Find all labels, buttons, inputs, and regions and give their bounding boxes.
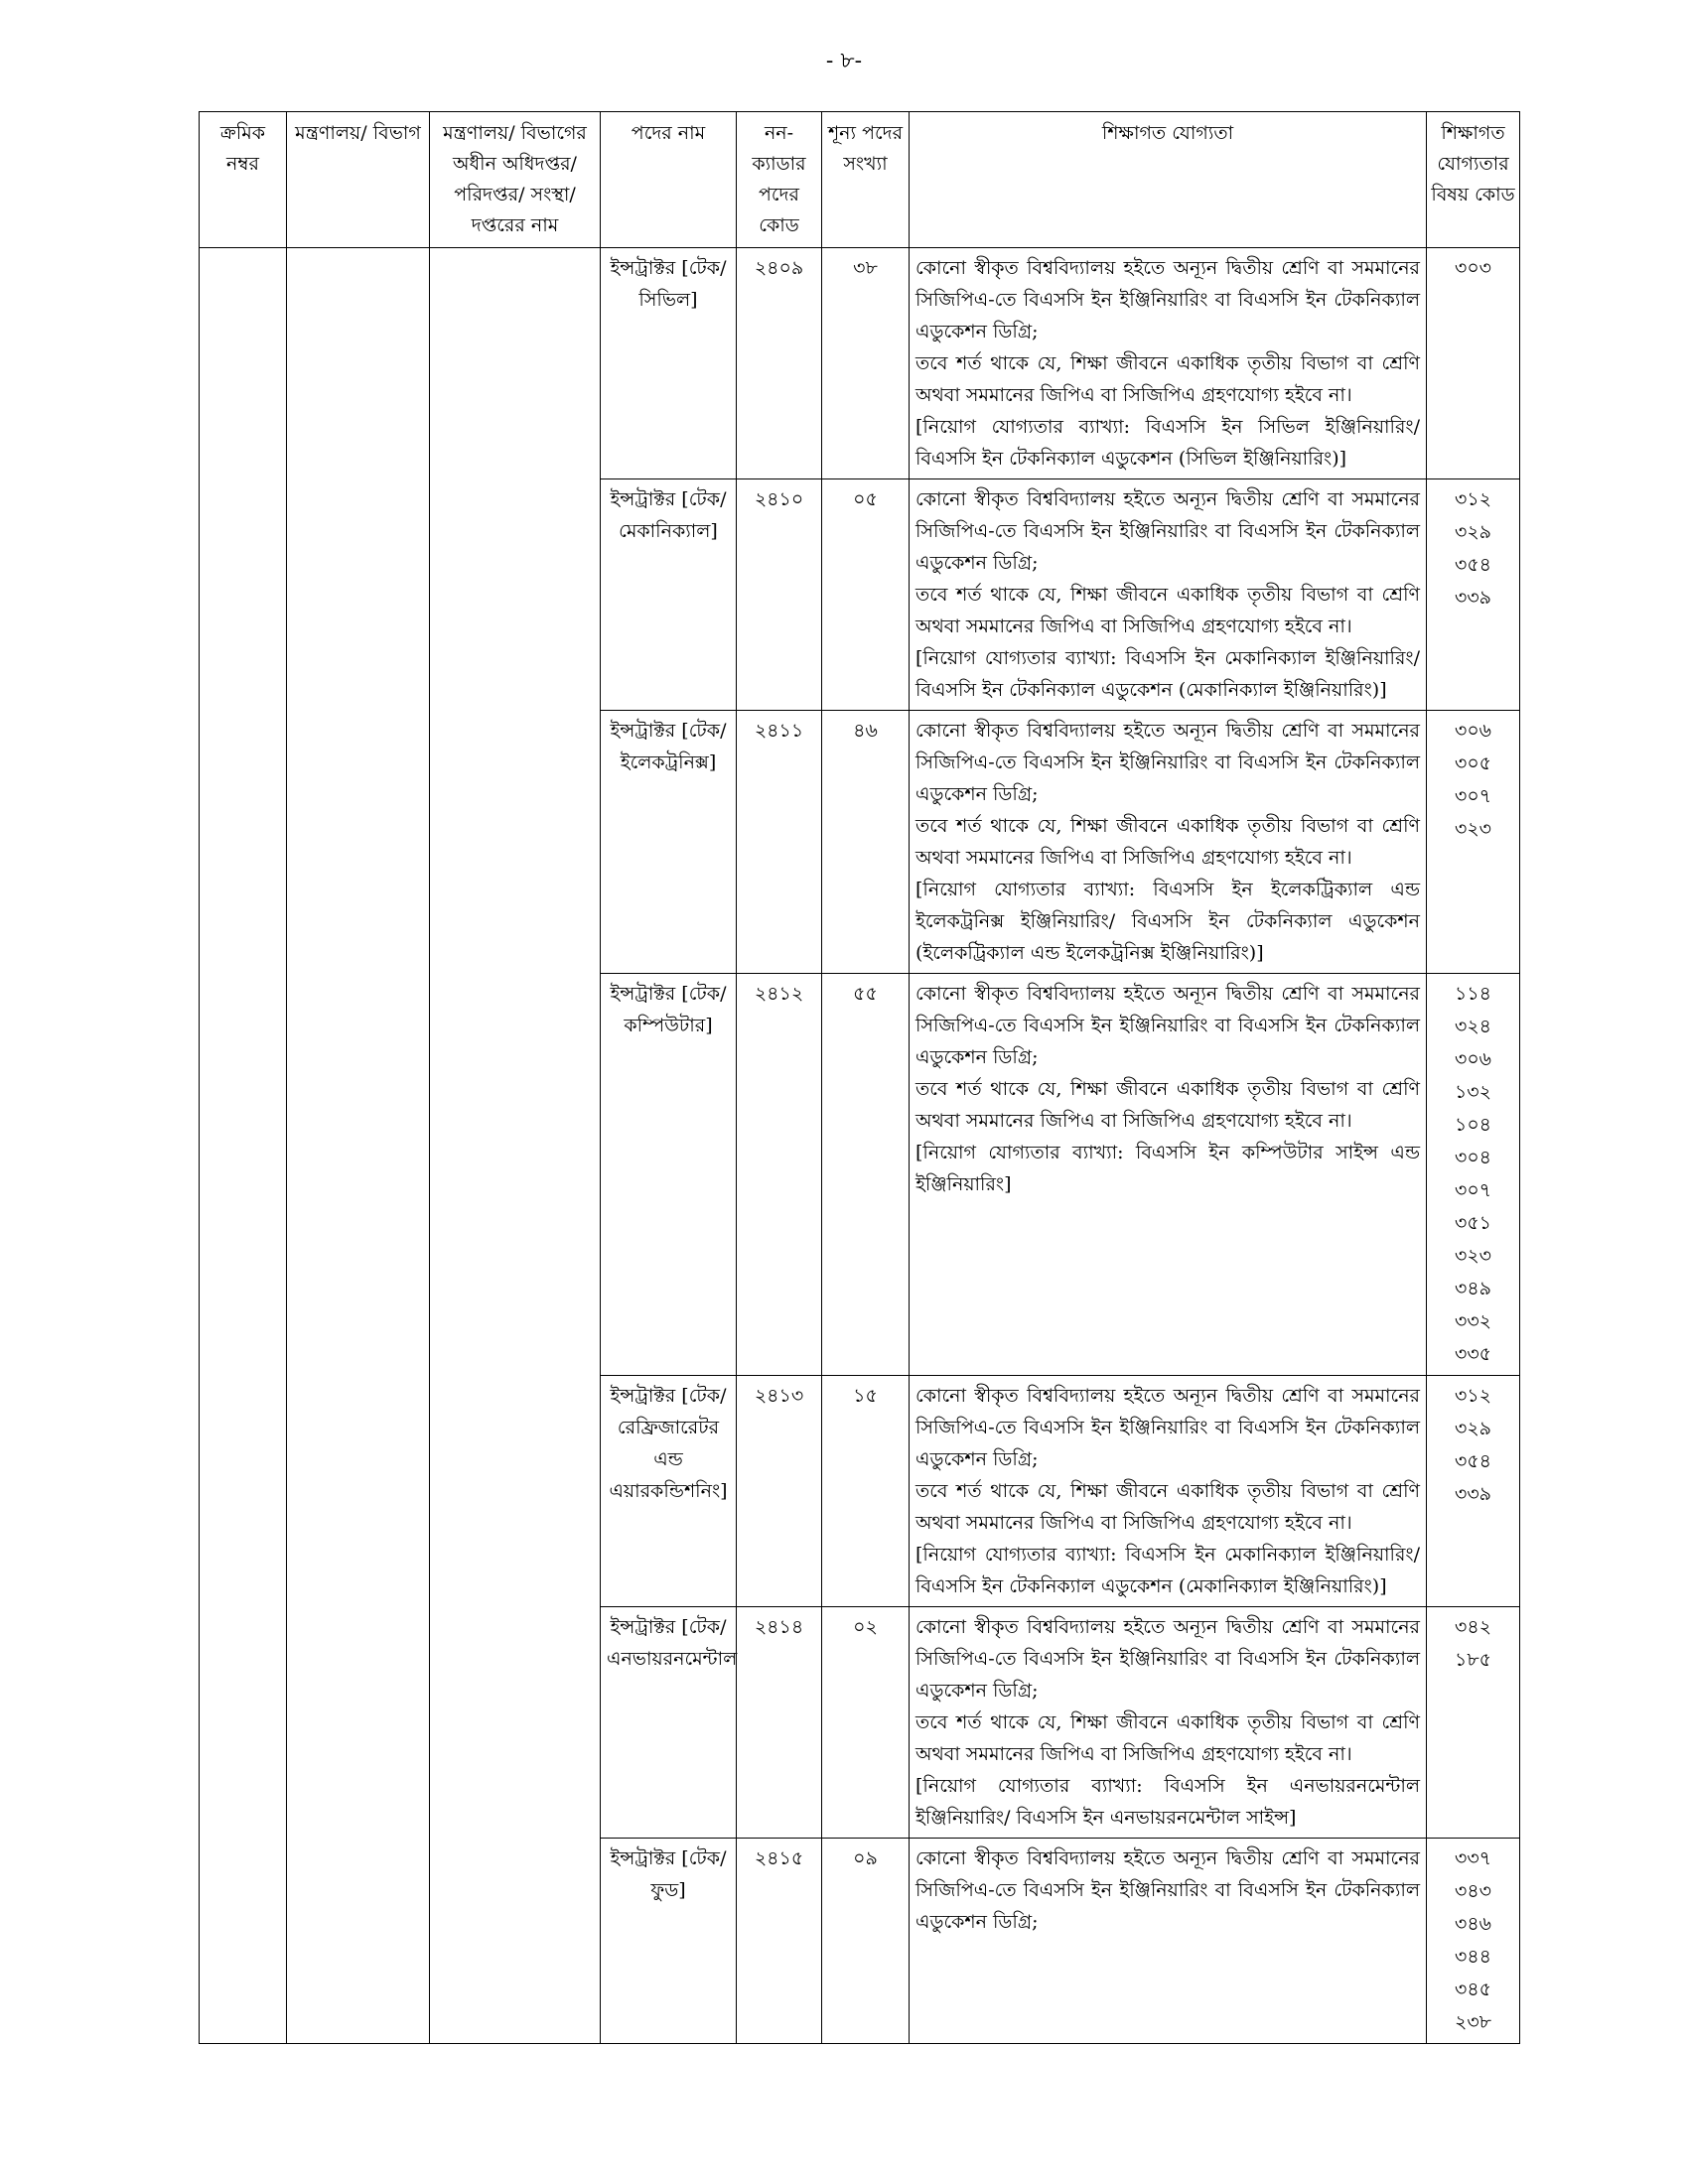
directorate-cell — [430, 248, 601, 2044]
vacancy-count: ১৫ — [822, 1376, 910, 1607]
subject-codes — [1427, 1376, 1520, 1607]
qualification-paragraph: তবে শর্ত থাকে যে, শিক্ষা জীবনে একাধিক তৃতীয় বিভাগ বা শ্রেণি অথবা সমমানের জিপিএ বা সিজিপিএ গ্রহণযোগ্য হইবে না। — [915, 815, 1420, 869]
subject-code: ৩২৯ — [1454, 521, 1492, 543]
qualification-paragraph: কোনো স্বীকৃত বিশ্ববিদ্যালয় হইতে অন্যূন দ্বিতীয় শ্রেণি বা সমমানের সিজিপিএ-তে বিএসসি ইন ইঞ্জিনিয়ারিং বা বিএসসি ইন টেকনিক্যাল এডুকেশন ডিগ্রি; — [915, 983, 1420, 1068]
vacancy-count: ০২ — [822, 1607, 910, 1839]
subject-code: ৩৪৯ — [1454, 1278, 1491, 1299]
qualification-text — [910, 248, 1427, 479]
subject-code: ৩১২ — [1454, 488, 1492, 510]
qualification-paragraph: তবে শর্ত থাকে যে, শিক্ষা জীবনে একাধিক তৃতীয় বিভাগ বা শ্রেণি অথবা সমমানের জিপিএ বা সিজিপিএ গ্রহণযোগ্য হইবে না। — [915, 584, 1420, 637]
subject-codes — [1427, 479, 1520, 711]
post-name: ইন্সট্রাক্টর [টেক/ মেকানিক্যাল] — [601, 479, 737, 711]
qualification-paragraph: [নিয়োগ যোগ্যতার ব্যাখ্যা: বিএসসি ইন কম্পিউটার সাইন্স এন্ড ইঞ্জিনিয়ারিং] — [915, 1142, 1420, 1195]
post-code: ২৪০৯ — [737, 248, 822, 479]
subject-code: ৩৪৪ — [1454, 1946, 1491, 1968]
subject-code: ৩১২ — [1454, 1385, 1492, 1407]
subject-codes — [1427, 711, 1520, 974]
qualification-paragraph: কোনো স্বীকৃত বিশ্ববিদ্যালয় হইতে অন্যূন দ্বিতীয় শ্রেণি বা সমমানের সিজিপিএ-তে বিএসসি ইন ইঞ্জিনিয়ারিং বা বিএসসি ইন টেকনিক্যাল এডুকেশন ডিগ্রি; — [915, 720, 1420, 805]
subject-code: ৩৩৫ — [1454, 1343, 1492, 1365]
qualification-paragraph: তবে শর্ত থাকে যে, শিক্ষা জীবনে একাধিক তৃতীয় বিভাগ বা শ্রেণি অথবা সমমানের জিপিএ বা সিজিপিএ গ্রহণযোগ্য হইবে না। — [915, 1711, 1420, 1765]
post-code: ২৪১১ — [737, 711, 822, 974]
post-code: ২৪১২ — [737, 974, 822, 1376]
subject-code: ১০৪ — [1454, 1114, 1491, 1136]
header-post-name: পদের নাম — [601, 112, 737, 248]
qualification-text — [910, 1376, 1427, 1607]
subject-code: ৩২৪ — [1454, 1016, 1492, 1037]
subject-codes — [1427, 1607, 1520, 1839]
qualification-paragraph: তবে শর্ত থাকে যে, শিক্ষা জীবনে একাধিক তৃতীয় বিভাগ বা শ্রেণি অথবা সমমানের জিপিএ বা সিজিপিএ গ্রহণযোগ্য হইবে না। — [915, 1078, 1420, 1132]
subject-code: ২৩৮ — [1454, 2011, 1492, 2033]
subject-code: ৩০৩ — [1454, 257, 1492, 279]
post-code: ২৪১৫ — [737, 1839, 822, 2044]
qualification-paragraph: [নিয়োগ যোগ্যতার ব্যাখ্যা: বিএসসি ইন মেকানিক্যাল ইঞ্জিনিয়ারিং/ বিএসসি ইন টেকনিক্যাল এডুকেশন (মেকানিক্যাল ইঞ্জিনিয়ারিং)] — [915, 647, 1420, 701]
header-vacancy: শূন্য পদের সংখ্যা — [822, 112, 910, 248]
qualification-text — [910, 974, 1427, 1376]
post-name: ইন্সট্রাক্টর [টেক/ এনভায়রনমেন্টাল — [601, 1607, 737, 1839]
qualification-paragraph: [নিয়োগ যোগ্যতার ব্যাখ্যা: বিএসসি ইন এনভায়রনমেন্টাল ইঞ্জিনিয়ারিং/ বিএসসি ইন এনভায়রনমেন্টাল সাইন্স] — [915, 1775, 1420, 1829]
post-code: ২৪১৩ — [737, 1376, 822, 1607]
post-requirements-table — [199, 111, 1520, 2044]
subject-code: ৩৫৪ — [1454, 1450, 1491, 1472]
serial-cell — [200, 248, 287, 2044]
subject-code: ৩২৯ — [1454, 1418, 1492, 1439]
post-name: ইন্সট্রাক্টর [টেক/ সিভিল] — [601, 248, 737, 479]
qualification-paragraph: কোনো স্বীকৃত বিশ্ববিদ্যালয় হইতে অন্যূন দ্বিতীয় শ্রেণি বা সমমানের সিজিপিএ-তে বিএসসি ইন ইঞ্জিনিয়ারিং বা বিএসসি ইন টেকনিক্যাল এডুকেশন ডিগ্রি; — [915, 1847, 1420, 1933]
qualification-text — [910, 479, 1427, 711]
header-subject-code: শিক্ষাগত যোগ্যতার বিষয় কোড — [1427, 112, 1520, 248]
header-ministry: মন্ত্রণালয়/ বিভাগ — [287, 112, 430, 248]
subject-code: ৩২৩ — [1454, 1245, 1492, 1267]
subject-code: ৩৪৩ — [1454, 1880, 1492, 1902]
subject-code: ৩৩৭ — [1454, 1847, 1492, 1869]
post-name: ইন্সট্রাক্টর [টেক/ ইলেকট্রনিক্স] — [601, 711, 737, 974]
table-body — [200, 248, 1520, 2044]
header-serial: ক্রমিক নম্বর — [200, 112, 287, 248]
post-name: ইন্সট্রাক্টর [টেক/ কম্পিউটার] — [601, 974, 737, 1376]
qualification-paragraph: কোনো স্বীকৃত বিশ্ববিদ্যালয় হইতে অন্যূন দ্বিতীয় শ্রেণি বা সমমানের সিজিপিএ-তে বিএসসি ইন ইঞ্জিনিয়ারিং বা বিএসসি ইন টেকনিক্যাল এডুকেশন ডিগ্রি; — [915, 488, 1420, 574]
subject-code: ৩০৪ — [1454, 1147, 1492, 1168]
subject-code: ১৮৫ — [1455, 1649, 1491, 1671]
subject-code: ৩৪৫ — [1454, 1979, 1491, 2000]
subject-code: ৩২৩ — [1454, 818, 1492, 840]
subject-code: ৩০৭ — [1454, 1179, 1492, 1201]
post-code: ২৪১০ — [737, 479, 822, 711]
qualification-paragraph: [নিয়োগ যোগ্যতার ব্যাখ্যা: বিএসসি ইন সিভিল ইঞ্জিনিয়ারিং/ বিএসসি ইন টেকনিক্যাল এডুকেশন (সিভিল ইঞ্জিনিয়ারিং)] — [915, 416, 1420, 470]
qualification-text — [910, 1607, 1427, 1839]
subject-code: ৩৩২ — [1454, 1310, 1492, 1332]
subject-codes — [1427, 974, 1520, 1376]
subject-code: ৩০৭ — [1454, 785, 1492, 807]
qualification-paragraph: কোনো স্বীকৃত বিশ্ববিদ্যালয় হইতে অন্যূন দ্বিতীয় শ্রেণি বা সমমানের সিজিপিএ-তে বিএসসি ইন ইঞ্জিনিয়ারিং বা বিএসসি ইন টেকনিক্যাল এডুকেশন ডিগ্রি; — [915, 1385, 1420, 1470]
subject-code: ৩০৬ — [1454, 720, 1492, 742]
subject-code: ১৩২ — [1454, 1081, 1492, 1103]
vacancy-count: ০৫ — [822, 479, 910, 711]
table-header-row — [200, 112, 1520, 248]
subject-code: ৩৪৬ — [1454, 1913, 1492, 1935]
header-directorate: মন্ত্রণালয়/ বিভাগের অধীন অধিদপ্তর/ পরিদপ্তর/ সংস্থা/ দপ্তরের নাম — [430, 112, 601, 248]
post-name: ইন্সট্রাক্টর [টেক/ফুড] — [601, 1839, 737, 2044]
subject-code: ৩০৫ — [1454, 752, 1492, 774]
ministry-cell — [287, 248, 430, 2044]
post-code: ২৪১৪ — [737, 1607, 822, 1839]
subject-code: ৩৫১ — [1454, 1212, 1491, 1234]
qualification-paragraph: তবে শর্ত থাকে যে, শিক্ষা জীবনে একাধিক তৃতীয় বিভাগ বা শ্রেণি অথবা সমমানের জিপিএ বা সিজিপিএ গ্রহণযোগ্য হইবে না। — [915, 352, 1420, 406]
header-qualification: শিক্ষাগত যোগ্যতা — [910, 112, 1427, 248]
vacancy-count: ৫৫ — [822, 974, 910, 1376]
post-name: ইন্সট্রাক্টর [টেক/ রেফ্রিজারেটর এন্ড এয়ারকন্ডিশনিং] — [601, 1376, 737, 1607]
header-post-code: নন-ক্যাডার পদের কোড — [737, 112, 822, 248]
subject-code: ৩৩৯ — [1454, 587, 1492, 609]
vacancy-count: ৩৮ — [822, 248, 910, 479]
vacancy-count: ৪৬ — [822, 711, 910, 974]
page-number: - ৮- — [825, 49, 863, 73]
vacancy-count: ০৯ — [822, 1839, 910, 2044]
table-row — [200, 248, 1520, 479]
qualification-text — [910, 711, 1427, 974]
subject-code: ৩৫৪ — [1454, 554, 1491, 576]
subject-codes — [1427, 1839, 1520, 2044]
subject-codes — [1427, 248, 1520, 479]
qualification-paragraph: [নিয়োগ যোগ্যতার ব্যাখ্যা: বিএসসি ইন মেকানিক্যাল ইঞ্জিনিয়ারিং/ বিএসসি ইন টেকনিক্যাল এডুকেশন (মেকানিক্যাল ইঞ্জিনিয়ারিং)] — [915, 1544, 1420, 1597]
subject-code: ৩৩৯ — [1454, 1483, 1492, 1505]
subject-code: ৩০৬ — [1454, 1048, 1492, 1070]
qualification-paragraph: [নিয়োগ যোগ্যতার ব্যাখ্যা: বিএসসি ইন ইলেকট্রিক্যাল এন্ড ইলেকট্রনিক্স ইঞ্জিনিয়ারিং/ বিএসসি ইন টেকনিক্যাল এডুকেশন (ইলেকট্রিক্যাল এন্ড ইলেকট্রনিক্স ইঞ্জিনিয়ারিং)] — [915, 879, 1420, 964]
qualification-paragraph: কোনো স্বীকৃত বিশ্ববিদ্যালয় হইতে অন্যূন দ্বিতীয় শ্রেণি বা সমমানের সিজিপিএ-তে বিএসসি ইন ইঞ্জিনিয়ারিং বা বিএসসি ইন টেকনিক্যাল এডুকেশন ডিগ্রি; — [915, 257, 1420, 342]
qualification-text — [910, 1839, 1427, 2044]
qualification-paragraph: তবে শর্ত থাকে যে, শিক্ষা জীবনে একাধিক তৃতীয় বিভাগ বা শ্রেণি অথবা সমমানের জিপিএ বা সিজিপিএ গ্রহণযোগ্য হইবে না। — [915, 1480, 1420, 1534]
subject-code: ৩৪২ — [1454, 1616, 1492, 1638]
qualification-paragraph: কোনো স্বীকৃত বিশ্ববিদ্যালয় হইতে অন্যূন দ্বিতীয় শ্রেণি বা সমমানের সিজিপিএ-তে বিএসসি ইন ইঞ্জিনিয়ারিং বা বিএসসি ইন টেকনিক্যাল এডুকেশন ডিগ্রি; — [915, 1616, 1420, 1702]
subject-code: ১১৪ — [1455, 983, 1491, 1005]
